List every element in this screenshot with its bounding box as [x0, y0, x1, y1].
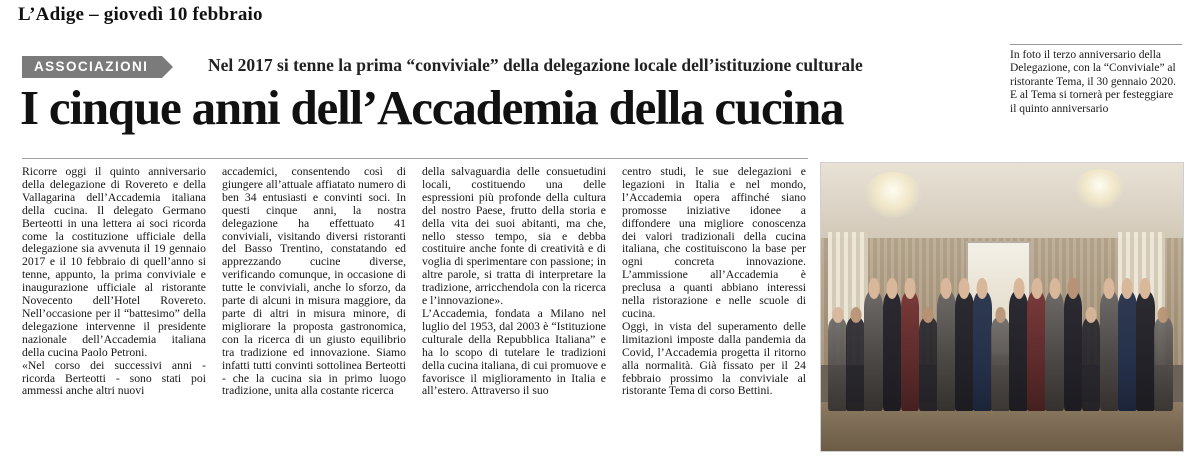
- person-head: [1086, 307, 1097, 323]
- person-head: [977, 278, 988, 298]
- article-column-2: [222, 166, 406, 398]
- section-tag: ASSOCIAZIONI: [22, 56, 162, 78]
- person-head: [1122, 278, 1133, 298]
- kicker-subtitle: Nel 2017 si tenne la prima “conviviale” della delegazione locale dell’istituzione culturale: [208, 55, 863, 75]
- article-column-3: [422, 166, 606, 398]
- group-photo: [820, 162, 1184, 452]
- person-head: [886, 278, 897, 298]
- article-column-1: [22, 166, 206, 398]
- photo-crowd: [821, 249, 1183, 410]
- person-head: [832, 307, 843, 323]
- paragraph: accademici, consentendo così di giungere all’attuale affiatato numero di ben 34 entusiasti e convinti soci. In questi cinque anni, la nostra delegazione ha effettuato 41 conviviali, visitando diversi ristoranti del Basso Trentino, constatando ed apprezzando cucine diverse, verificando comunque, in occasione di tutte le conviviali, anche lo sforzo, da parte di alcuni in misura maggiore, da parte di altri in misura minore, di migliorare la proposta gastronomica, con la ricerca di un giusto equilibrio tra tradizione ed innovazione. Siamo infatti tutti convinti sottolinea Berteotti - che la cucina sia in primo luogo tradizione, unita alla costante ricerca: [222, 165, 406, 398]
- caption-divider: [1010, 44, 1182, 45]
- article-clipping: [22, 36, 1182, 460]
- person-head: [923, 307, 934, 323]
- photo-caption: [1010, 44, 1182, 116]
- paragraph: L’Accademia, fondata a Milano nel luglio del 1953, dal 2003 è “Istituzione culturale della Repubblica Italiana” e ha lo scopo di tutelare le tradizioni della cucina italiana, di cui promuove e favorisce il miglioramento in Italia e all’estero. Attraverso il suo: [422, 306, 607, 398]
- photo-caption-text: In foto il terzo anniversario della Delegazione, con la “Conviviale” al ristorante Tema, il 30 gennaio 2020. E al Tema si tornerà per festeggiare il quinto anniversario: [1010, 49, 1177, 115]
- person-head: [1049, 278, 1060, 298]
- person-head: [1104, 278, 1115, 298]
- person-head: [1140, 278, 1151, 298]
- person-head: [1158, 307, 1169, 323]
- body-divider: [22, 158, 808, 159]
- chandelier-icon: [1074, 169, 1125, 209]
- masthead-title: L’Adige – giovedì 10 febbraio: [18, 4, 263, 25]
- person-head: [905, 278, 916, 298]
- paragraph: centro studi, le sue delegazioni e legazioni in Italia e nel mondo, l’Accademia opera affinché siano promosse iniziative idonee a diffondere una migliore conoscenza dei valori tradizionali della cucina italiana, che costituiscono la base per ogni concreta innovazione. L’ammissione all’Accademia è preclusa a quanti abbiano interessi nella ristorazione e nelle scuole di cucina.: [622, 165, 806, 320]
- person-head: [1067, 278, 1078, 298]
- paragraph: Ricorre oggi il quinto anniversario della delegazione di Rovereto e della Vallagarina dell’Accademia italiana della cucina. Il delegato Germano Berteotti in una lettera ai soci ricorda come la costituzione ufficiale della delegazione sia avvenuta il 19 gennaio 2017 e il 10 febbraio di quell’anno si tenne, appunto, la prima conviviale e inaugurazione ufficiale al ristorante Novecento dell’Hotel Rovereto. Nell’occasione per il “battesimo” della delegazione intervenne il presidente nazionale dell’Accademia italiana della cucina Paolo Petroni.: [22, 165, 206, 359]
- person-head: [959, 278, 970, 298]
- paragraph: Oggi, in vista del superamento delle limitazioni imposte dalla pandemia da Covid, l’Accademia progetta il ritorno alla normalità. Già fissato per il 24 febbraio prossimo la conviviale al ristorante Tema di corso Bettini.: [622, 319, 806, 398]
- person-head: [995, 307, 1006, 323]
- person-head: [1031, 278, 1042, 298]
- person-head: [1013, 278, 1024, 298]
- chandelier-icon: [864, 172, 922, 218]
- kicker-row: [22, 56, 1002, 80]
- article-body: [22, 158, 1182, 460]
- person-head: [941, 278, 952, 298]
- article-headline: I cinque anni dell’Accademia della cucina: [20, 80, 844, 135]
- paragraph: «Nel corso dei successivi anni - ricorda Berteotti - sono stati poi ammessi anche altri nuovi: [22, 358, 206, 398]
- person-head: [868, 278, 879, 298]
- person-head: [850, 307, 861, 323]
- article-column-4: [622, 166, 806, 398]
- paragraph: della salvaguardia delle consuetudini locali, costituendo una delle espressioni più profonde della cultura del nostro Paese, frutto della storia e della vita dei suoi abitanti, ma che, nello stesso tempo, sia e debba costituire anche fonte di creatività e di voglia di sperimentare con passione; in altre parole, si tratta di interpretare la tradizione, arricchendola con la ricerca e l’innovazione».: [422, 165, 606, 308]
